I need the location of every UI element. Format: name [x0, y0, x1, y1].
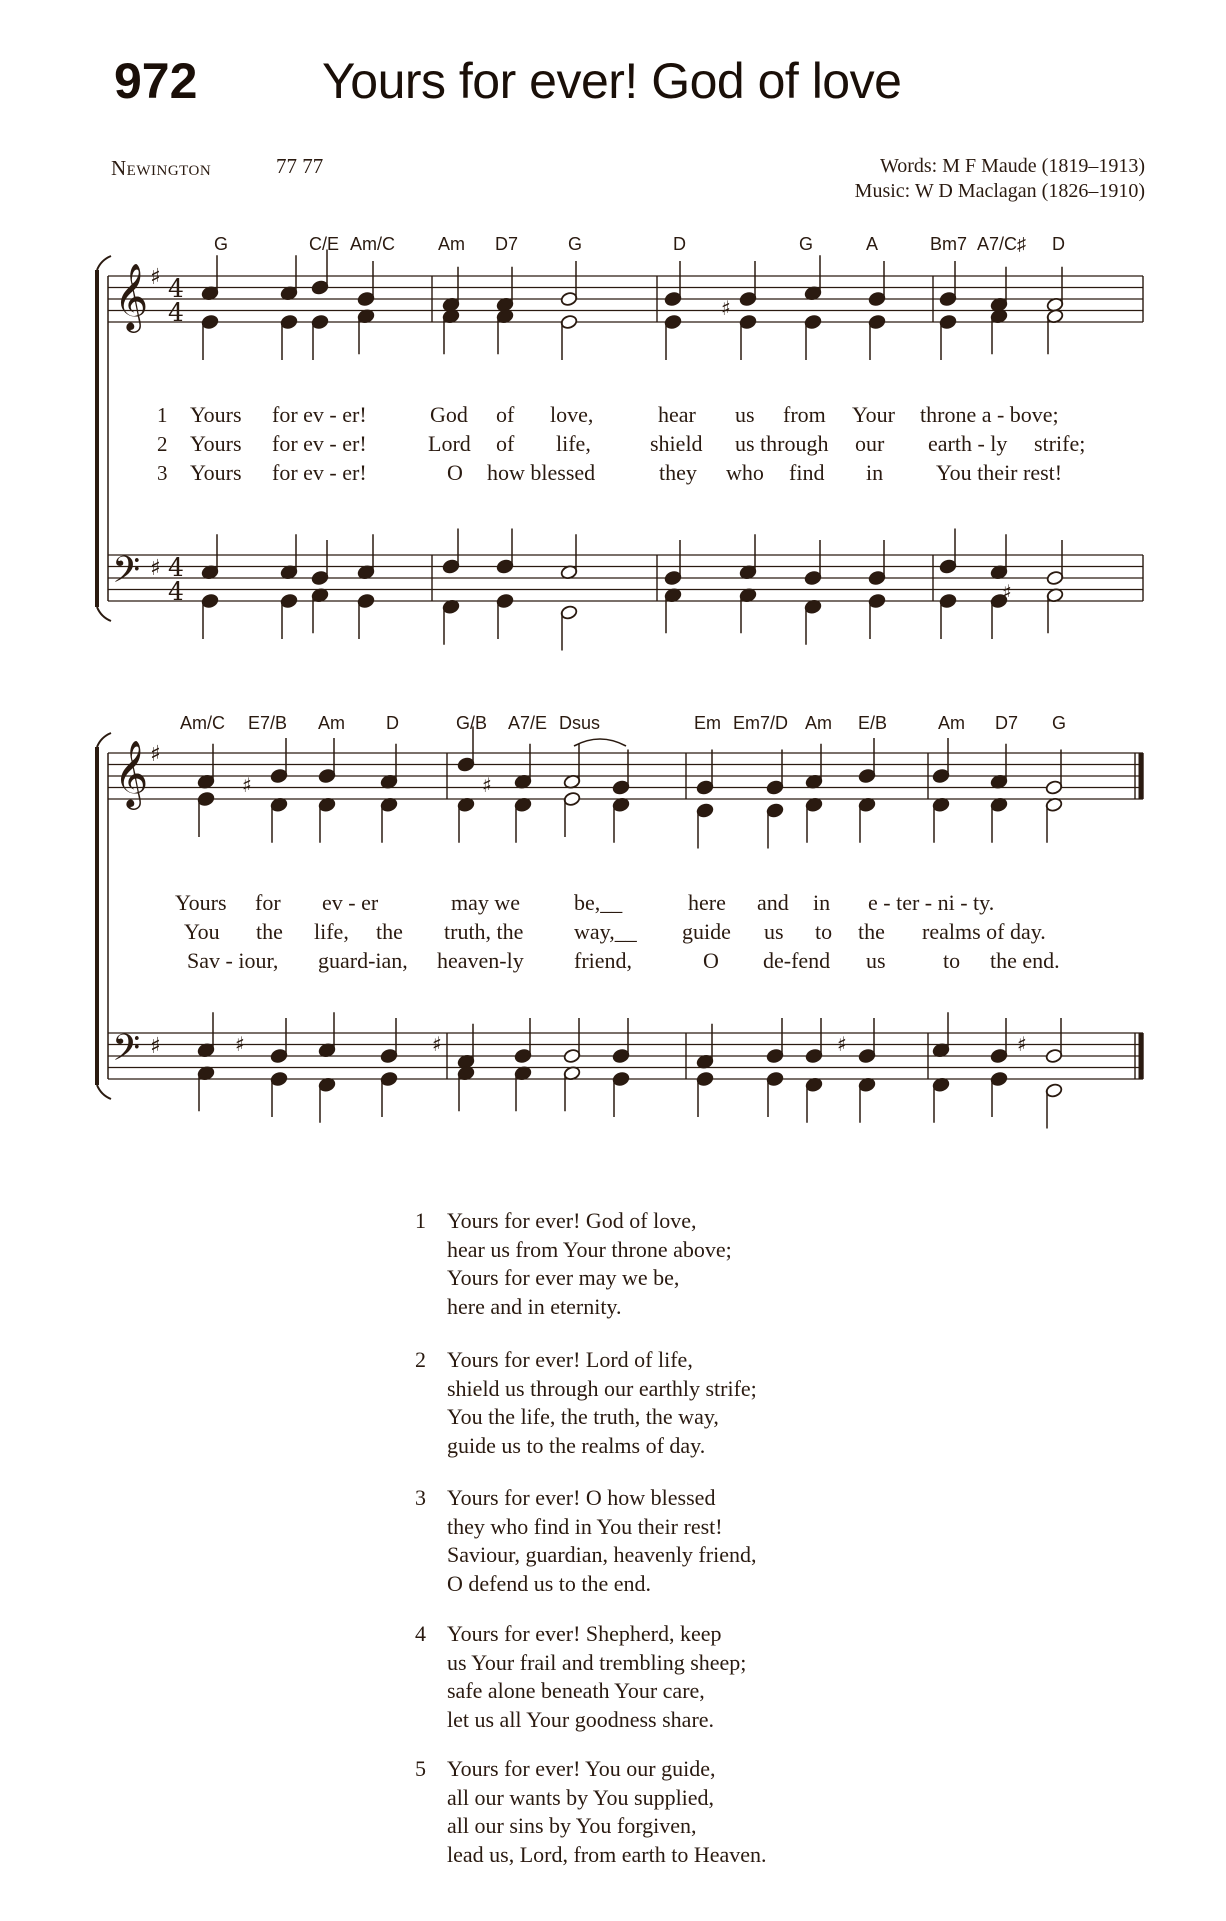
lyric-syllable: hear [658, 402, 696, 427]
lyric-syllable: heaven-ly [437, 948, 524, 973]
verse-line: Saviour, guardian, heavenly friend, [447, 1542, 757, 1567]
lyric-syllable: be,__ [574, 890, 623, 915]
lyric-syllable: truth, the [444, 919, 524, 944]
chord-symbol: C/E [309, 234, 340, 254]
chord-symbol: D [673, 234, 686, 254]
chord-symbol: Em7/D [733, 713, 789, 733]
chord-symbol: G [799, 234, 814, 254]
chord-symbol: A [866, 234, 879, 254]
verse-line: You the life, the truth, the way, [447, 1404, 719, 1429]
bracket-hook [97, 733, 111, 747]
lyric-syllable: here [688, 890, 726, 915]
verse-2 [415, 1346, 757, 1460]
lyric-syllable: Yours [190, 402, 242, 427]
verse-line: safe alone beneath Your care, [447, 1678, 705, 1703]
key-sharp-icon: ♯ [150, 1034, 161, 1059]
lyric-syllable: the [376, 919, 403, 944]
verse-line: hear us from Your throne above; [447, 1236, 732, 1262]
lyric-syllable: us through [735, 431, 829, 456]
lyric-syllable: earth - ly [928, 431, 1008, 456]
sharp-accidental-icon: ♯ [432, 1032, 442, 1056]
chord-symbol: G [214, 234, 229, 254]
lyric-syllable: the end. [990, 948, 1060, 973]
lyric-syllable: strife; [1034, 431, 1086, 456]
verse-line: lead us, Lord, from earth to Heaven. [447, 1841, 767, 1867]
verse-line: Yours for ever! Lord of life, [447, 1347, 693, 1372]
verse-line: guide us to the realms of day. [447, 1432, 706, 1458]
bass-clef-icon: 𝄢 [112, 549, 141, 600]
chord-symbol: A7/C♯ [977, 234, 1027, 254]
lyric-syllable: guard-ian, [318, 948, 408, 973]
key-sharp-icon: ♯ [150, 265, 161, 290]
verse-number: 1 [157, 403, 168, 427]
lyric-syllable: Your [852, 402, 896, 427]
lyric-syllable: us [866, 948, 886, 973]
time-signature: 4 [168, 577, 184, 606]
key-sharp-icon: ♯ [150, 742, 161, 767]
lyric-syllable: O [703, 948, 719, 973]
verse-line: Yours for ever! You our guide, [447, 1756, 716, 1781]
lyric-syllable: us [764, 919, 784, 944]
lyric-syllable: de-fend [763, 948, 831, 973]
verse-line: let us all Your goodness share. [447, 1706, 715, 1732]
chord-symbol: E/B [858, 713, 888, 733]
lyric-syllable: in [866, 460, 884, 485]
lyric-syllable: our [855, 431, 885, 456]
chord-symbol: Am [438, 234, 465, 254]
lyric-syllable: the [256, 919, 283, 944]
treble-clef-icon: 𝄞 [114, 262, 149, 330]
hymn-title: Yours for ever! God of love [322, 53, 902, 109]
chord-symbol: Am/C [350, 234, 395, 254]
lyric-syllable: to [815, 919, 833, 944]
lyric-syllable: to [943, 948, 961, 973]
sharp-accidental-icon: ♯ [235, 1032, 245, 1056]
verse-line: they who find in You their rest! [447, 1513, 723, 1539]
lyric-syllable: of [496, 402, 515, 427]
treble-clef-icon: 𝄞 [114, 739, 149, 807]
bracket-hook [97, 607, 111, 621]
chord-symbol: Am/C [180, 713, 225, 733]
lyric-syllable: of [496, 431, 515, 456]
verse-number: 3 [415, 1485, 426, 1510]
lyric-syllable: O [447, 460, 463, 485]
lyric-syllable: Sav - iour, [187, 948, 279, 973]
meter: 77 77 [276, 154, 324, 178]
lyric-syllable: for [255, 890, 281, 915]
chord-symbol: G [568, 234, 583, 254]
verse-number: 5 [415, 1756, 426, 1781]
lyric-syllable: ev - er [322, 890, 379, 915]
lyric-syllable: and [757, 890, 789, 915]
verse-line: all our wants by You supplied, [447, 1784, 715, 1810]
lyric-syllable: You their rest! [936, 460, 1063, 485]
verse-line: O defend us to the end. [447, 1570, 652, 1596]
lyric-syllable: throne a - bove; [920, 402, 1059, 427]
verse-line: shield us through our earthly strife; [447, 1375, 757, 1401]
music-credit: Music: W D Maclagan (1826–1910) [854, 180, 1145, 202]
time-signature: 4 [168, 553, 184, 582]
verse-3 [415, 1484, 756, 1598]
lyric-syllable: e - ter - ni - ty. [868, 890, 995, 915]
lyric-syllable: us [735, 402, 755, 427]
bracket-hook [97, 256, 111, 270]
lyric-syllable: love, [550, 402, 594, 427]
lyric-syllable: life, [556, 431, 591, 456]
sharp-accidental-icon: ♯ [837, 1032, 847, 1056]
time-signature: 4 [168, 298, 184, 327]
chord-symbol: Am [805, 713, 832, 733]
words-credit: Words: M F Maude (1819–1913) [879, 155, 1145, 177]
lyric-syllable: realms of day. [922, 919, 1046, 944]
verse-number: 1 [415, 1208, 426, 1233]
verse-4 [415, 1620, 746, 1734]
sharp-accidental-icon: ♯ [482, 773, 492, 797]
verse-line: Yours for ever! God of love, [447, 1208, 697, 1233]
verse-line: Yours for ever! O how blessed [447, 1485, 716, 1510]
sharp-accidental-icon: ♯ [242, 773, 252, 797]
lyric-syllable: in [813, 890, 831, 915]
lyric-syllable: who [726, 460, 764, 485]
chord-symbol: D [1052, 234, 1065, 254]
verse-line: us Your frail and trembling sheep; [447, 1649, 747, 1675]
verse-number: 3 [157, 461, 168, 485]
lyric-syllable: way,__ [574, 919, 637, 944]
verse-5 [415, 1755, 767, 1869]
lyric-syllable: for ev - er! [272, 460, 367, 485]
verse-number: 2 [157, 432, 168, 456]
lyric-syllable: for ev - er! [272, 402, 367, 427]
slur [574, 739, 626, 746]
lyric-syllable: God [430, 402, 468, 427]
sharp-accidental-icon: ♯ [1002, 580, 1012, 604]
chord-symbol: G/B [456, 713, 488, 733]
lyric-syllable: find [789, 460, 825, 485]
lyric-syllable: they [659, 460, 697, 485]
verse-line: here and in eternity. [447, 1293, 622, 1319]
chord-symbol: Bm7 [930, 234, 968, 254]
lyric-syllable: Lord [428, 431, 471, 456]
chord-symbol: Em [694, 713, 721, 733]
lyric-syllable: guide [682, 919, 731, 944]
verse-line: Yours for ever may we be, [447, 1265, 680, 1290]
sharp-accidental-icon: ♯ [1017, 1032, 1027, 1056]
lyric-syllable: may we [451, 890, 521, 915]
hymn-number: 972 [114, 53, 198, 109]
lyric-syllable: Yours [175, 890, 227, 915]
bracket-hook [97, 1085, 111, 1099]
bass-clef-icon: 𝄢 [112, 1027, 141, 1078]
verse-line: all our sins by You forgiven, [447, 1813, 697, 1838]
verse-1 [415, 1207, 732, 1321]
verse-line: Yours for ever! Shepherd, keep [447, 1621, 722, 1646]
chord-symbol: Am [938, 713, 965, 733]
verse-number: 4 [415, 1621, 426, 1646]
chord-symbol: D [386, 713, 399, 733]
lyric-syllable: life, [314, 919, 349, 944]
lyric-syllable: shield [650, 431, 703, 456]
lyric-syllable: friend, [574, 948, 633, 973]
chord-symbol: A7/E [508, 713, 548, 733]
lyric-syllable: from [783, 402, 826, 427]
chord-symbol: G [1052, 713, 1067, 733]
chord-symbol: Am [318, 713, 345, 733]
tune-name: Newington [111, 156, 212, 180]
verse-number: 2 [415, 1347, 426, 1372]
lyric-syllable: for ev - er! [272, 431, 367, 456]
lyric-syllable: Yours [190, 460, 242, 485]
lyric-syllable: Yours [190, 431, 242, 456]
chord-symbol: Dsus [559, 713, 601, 733]
lyric-syllable: the [858, 919, 885, 944]
sharp-accidental-icon: ♯ [721, 296, 731, 320]
lyric-syllable: You [184, 919, 220, 944]
lyric-syllable: how blessed [487, 460, 596, 485]
chord-symbol: D7 [495, 234, 519, 254]
chord-symbol: E7/B [248, 713, 288, 733]
key-sharp-icon: ♯ [150, 556, 161, 581]
chord-symbol: D7 [995, 713, 1019, 733]
time-signature: 4 [168, 274, 184, 303]
